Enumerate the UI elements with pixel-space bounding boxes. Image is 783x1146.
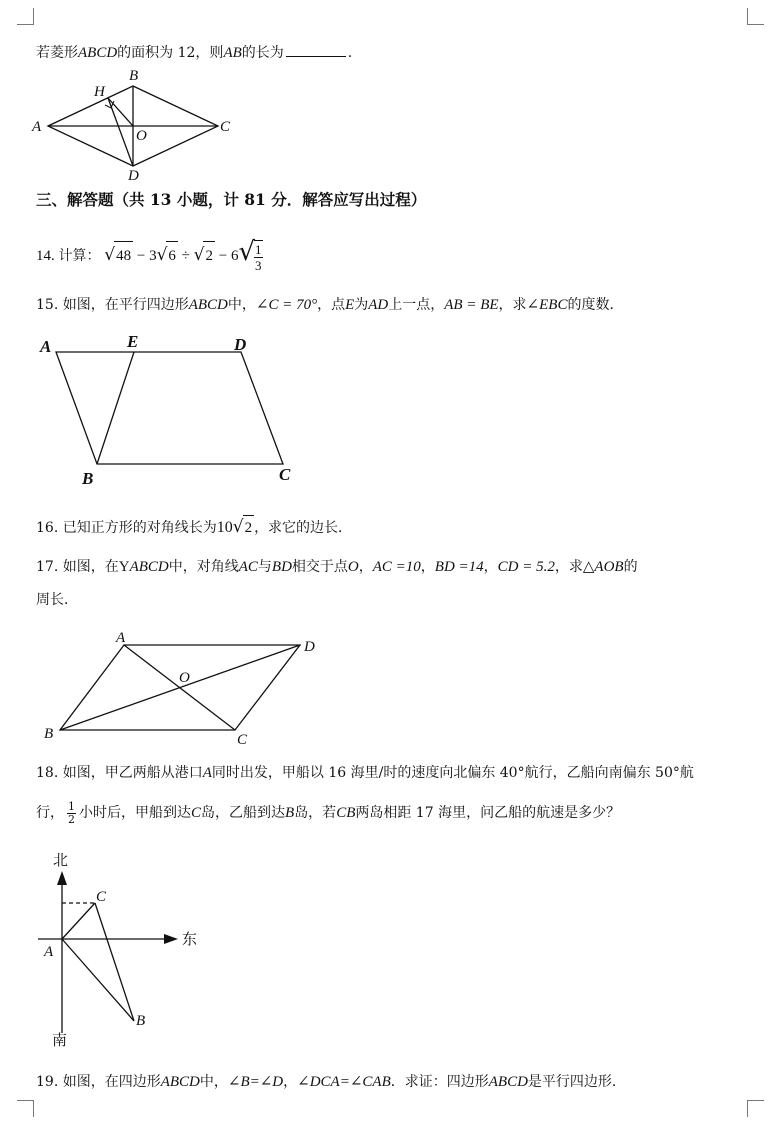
label-east: 东: [182, 930, 198, 948]
label-c: C: [279, 465, 291, 484]
question-13-tail: 若菱形ABCD的面积为 12，则AB的长为 .: [36, 42, 352, 63]
parallelogram-o-figure: [36, 628, 326, 753]
segment-cb: [95, 903, 134, 1021]
label-o: O: [136, 128, 147, 144]
rhombus-figure: [30, 68, 240, 183]
diagonal-bd: [60, 645, 300, 730]
compass-figure: [30, 845, 220, 1050]
parallelogram-outline: [56, 352, 283, 464]
label-a: A: [40, 337, 52, 356]
crop-mark-bottom-left: [17, 1100, 34, 1117]
answer-blank[interactable]: [286, 42, 346, 57]
label-a: A: [32, 119, 42, 135]
east-arrow-icon: [164, 934, 178, 944]
section-3-title: 三、解答题（共 13 小题，计 81 分．解答应写出过程）: [36, 190, 427, 209]
fraction-one-third: $\frac{1}{3}$: [255, 242, 262, 274]
question-18-line-2: 行， $\frac{1}{2}$ 小时后，甲船到达C岛，乙船到达B岛，若CB两岛相距 17 海里，问乙船的航速是多少？: [36, 799, 621, 826]
label-d: D: [234, 335, 247, 354]
label-a: A: [44, 944, 54, 960]
label-b: B: [44, 726, 54, 742]
label-c: C: [237, 732, 248, 748]
crop-mark-top-right: [747, 8, 764, 25]
question-14: 14. 计算： √48 − 3√6 ÷ √2 − 6√ $\frac{1}{3}$: [36, 237, 262, 274]
label-h: H: [94, 84, 105, 100]
question-18-line-1: 18. 如图，甲乙两船从港口A同时出发，甲船以 16 海里/时的速度向北偏东 40°航行，乙船向南偏东 50°航: [36, 765, 694, 781]
north-arrow-icon: [57, 871, 67, 885]
question-16: 16. 已知正方形的对角线长为10√2 ，求它的边长．: [36, 515, 352, 540]
fraction-one-half: $\frac{1}{2}$: [68, 799, 75, 826]
question-15: 15. 如图，在平行四边形ABCD中，∠C = 70°，点E为AD上一点，AB = BE，求∠EBC的度数．: [36, 297, 624, 313]
question-17-line-2: 周长．: [36, 592, 78, 608]
label-a: A: [116, 630, 126, 646]
crop-mark-bottom-right: [747, 1100, 764, 1117]
parallelogram-e-figure: [36, 330, 306, 490]
label-c: C: [220, 119, 231, 135]
label-north: 北: [53, 851, 69, 869]
segment-ac: [62, 903, 95, 939]
label-e: E: [127, 332, 139, 351]
segment-ho: [108, 98, 133, 126]
label-c: C: [96, 889, 107, 905]
segment-be: [97, 352, 134, 464]
label-south: 南: [52, 1031, 68, 1049]
segment-ab: [62, 939, 134, 1021]
label-b: B: [82, 469, 94, 488]
label-b: B: [129, 68, 139, 84]
label-d: D: [128, 168, 139, 184]
label-b: B: [136, 1013, 146, 1029]
question-19: 19. 如图，在四边形ABCD中，∠B=∠D，∠DCA=∠CAB．求证：四边形ABCD是平行四边形．: [36, 1074, 626, 1090]
crop-mark-top-left: [17, 8, 34, 25]
label-d: D: [304, 639, 315, 655]
label-o: O: [179, 670, 190, 686]
question-17-line-1: 17. 如图，在YABCD中，对角线AC与BD相交于点O，AC =10，BD =14，CD = 5.2，求△AOB的: [36, 559, 638, 575]
